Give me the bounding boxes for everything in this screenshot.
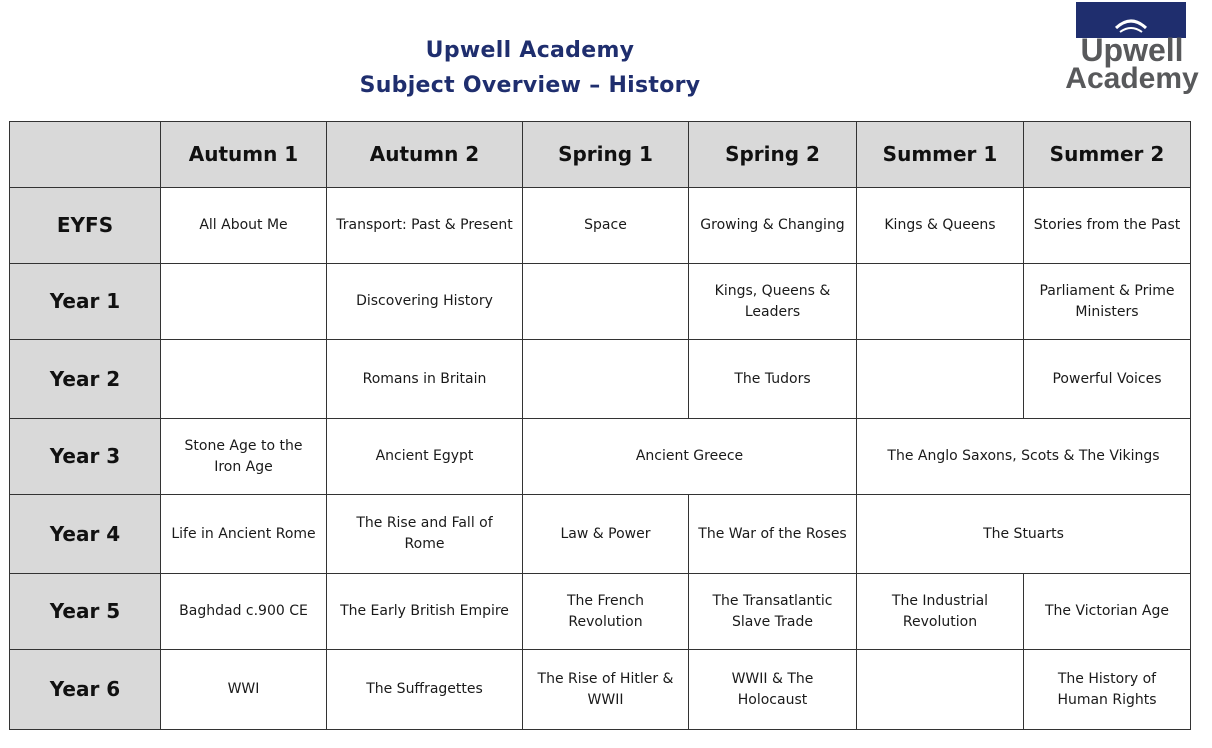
table-cell: Parliament & Prime Ministers — [1024, 264, 1191, 340]
table-cell-summer-merged: The Anglo Saxons, Scots & The Vikings — [857, 419, 1191, 495]
table-cell-summer-merged: The Stuarts — [857, 495, 1191, 574]
table-cell: Kings & Queens — [857, 188, 1024, 264]
table-header-row — [10, 122, 1191, 188]
table-row-year-3 — [10, 419, 1191, 495]
page-subtitle: Subject Overview – History — [359, 73, 701, 98]
table-cell — [857, 264, 1024, 340]
table-row-year-2 — [10, 340, 1191, 419]
table-row-year-4 — [10, 495, 1191, 574]
table-cell — [161, 340, 327, 419]
table-cell-spring-merged: Ancient Greece — [523, 419, 857, 495]
table-cell — [857, 650, 1024, 730]
table-cell: Stories from the Past — [1024, 188, 1191, 264]
table-cell: The Tudors — [689, 340, 857, 419]
row-header-year-6: Year 6 — [10, 650, 161, 730]
upwell-academy-logo — [1062, 2, 1202, 100]
table-cell — [523, 264, 689, 340]
table-cell: The Suffragettes — [327, 650, 523, 730]
table-cell: Ancient Egypt — [327, 419, 523, 495]
table-cell: Baghdad c.900 CE — [161, 574, 327, 650]
table-cell: Law & Power — [523, 495, 689, 574]
table-cell: The Industrial Revolution — [857, 574, 1024, 650]
table-cell: The Rise and Fall of Rome — [327, 495, 523, 574]
table-cell: Growing & Changing — [689, 188, 857, 264]
table-cell: All About Me — [161, 188, 327, 264]
table-cell: The Early British Empire — [327, 574, 523, 650]
column-header-autumn-1: Autumn 1 — [161, 122, 327, 188]
column-header-spring-1: Spring 1 — [523, 122, 689, 188]
table-cell: WWII & The Holocaust — [689, 650, 857, 730]
row-header-year-1: Year 1 — [10, 264, 161, 340]
table-row-eyfs — [10, 188, 1191, 264]
header-corner-cell — [10, 122, 161, 188]
table-row-year-6 — [10, 650, 1191, 730]
table-cell: Stone Age to the Iron Age — [161, 419, 327, 495]
column-header-summer-2: Summer 2 — [1024, 122, 1191, 188]
row-header-year-2: Year 2 — [10, 340, 161, 419]
table-cell: Transport: Past & Present — [327, 188, 523, 264]
row-header-year-4: Year 4 — [10, 495, 161, 574]
curriculum-overview-table — [9, 121, 1191, 730]
column-header-summer-1: Summer 1 — [857, 122, 1024, 188]
column-header-spring-2: Spring 2 — [689, 122, 857, 188]
logo-word-academy: Academy — [1065, 62, 1199, 95]
school-title: Upwell Academy — [425, 38, 635, 63]
table-cell — [161, 264, 327, 340]
row-header-year-5: Year 5 — [10, 574, 161, 650]
table-cell: The War of the Roses — [689, 495, 857, 574]
table-cell: Space — [523, 188, 689, 264]
table-cell: WWI — [161, 650, 327, 730]
table-cell: The History of Human Rights — [1024, 650, 1191, 730]
table-cell: The French Revolution — [523, 574, 689, 650]
table-cell: The Rise of Hitler & WWII — [523, 650, 689, 730]
table-cell — [857, 340, 1024, 419]
table-cell: Life in Ancient Rome — [161, 495, 327, 574]
table-cell: Kings, Queens & Leaders — [689, 264, 857, 340]
table-cell: Discovering History — [327, 264, 523, 340]
logo-word-upwell: Upwell — [1080, 32, 1184, 68]
column-header-autumn-2: Autumn 2 — [327, 122, 523, 188]
table-row-year-1 — [10, 264, 1191, 340]
table-cell: Powerful Voices — [1024, 340, 1191, 419]
table-cell — [523, 340, 689, 419]
row-header-eyfs: EYFS — [10, 188, 161, 264]
row-header-year-3: Year 3 — [10, 419, 161, 495]
table-cell: The Victorian Age — [1024, 574, 1191, 650]
table-cell: Romans in Britain — [327, 340, 523, 419]
table-cell: The Transatlantic Slave Trade — [689, 574, 857, 650]
table-row-year-5 — [10, 574, 1191, 650]
